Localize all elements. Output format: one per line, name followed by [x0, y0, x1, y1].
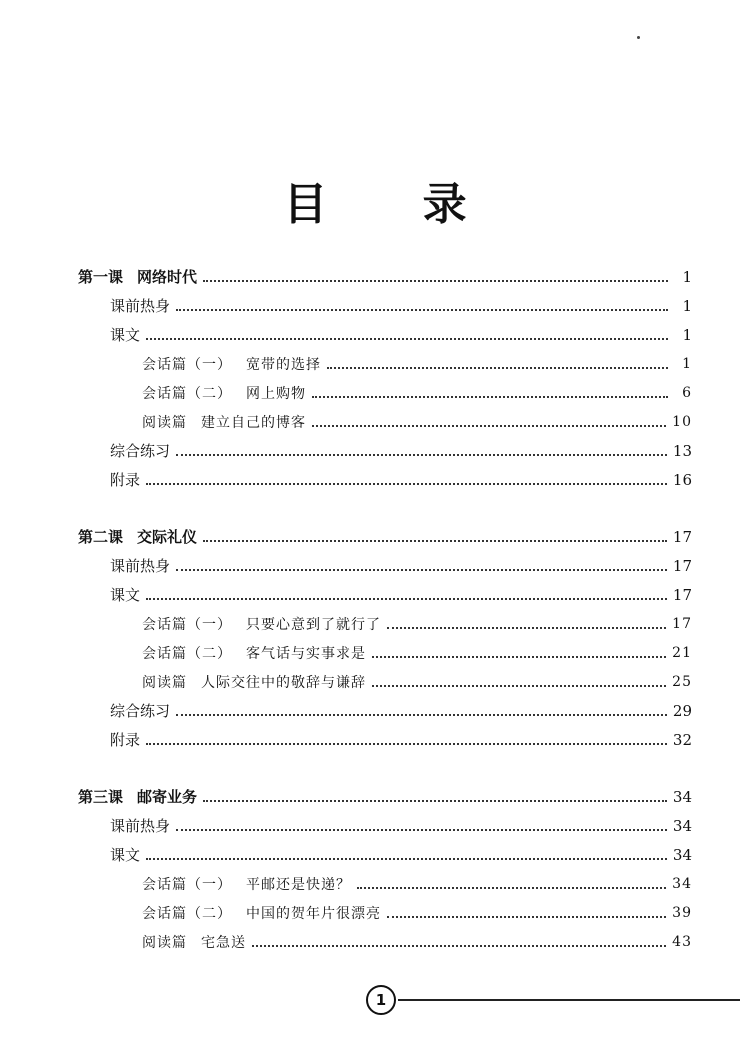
toc-entry-title: 平邮还是快递？ — [246, 876, 351, 893]
toc-entry[interactable] — [78, 840, 692, 869]
toc-entry-heading: 会话篇（二） — [142, 905, 232, 922]
dot-leader — [203, 800, 667, 802]
dot-leader — [327, 367, 668, 369]
dot-leader — [312, 396, 668, 398]
toc-page-number: 17 — [672, 527, 692, 546]
toc-entry-title: 宽带的选择 — [246, 356, 321, 373]
footer-rule — [398, 999, 740, 1001]
toc-entry-title: 网上购物 — [246, 385, 306, 402]
toc-entry-heading: 会话篇（一） — [142, 616, 232, 633]
toc-entry-heading: 课前热身 — [110, 557, 171, 575]
toc-page-number: 34 — [672, 845, 692, 864]
toc-entry-title: 建立自己的博客 — [201, 414, 306, 431]
toc-entry[interactable] — [78, 522, 692, 551]
toc-entry[interactable] — [78, 465, 692, 494]
dot-leader — [372, 685, 666, 687]
toc-entry[interactable] — [78, 696, 692, 725]
toc-entry-heading: 第二课 — [78, 528, 124, 546]
toc-entry-heading: 综合练习 — [110, 702, 171, 720]
toc-entry[interactable] — [78, 609, 692, 638]
dot-leader — [176, 569, 667, 571]
toc-page-number: 17 — [672, 615, 692, 632]
toc-entry[interactable] — [78, 407, 692, 436]
dot-leader — [176, 829, 667, 831]
toc-page-number: 1 — [682, 325, 692, 344]
toc-entry-title: 邮寄业务 — [137, 788, 198, 806]
dot-leader — [146, 743, 667, 745]
toc-page-number: 29 — [672, 701, 692, 720]
dot-leader — [203, 540, 667, 542]
toc-entry[interactable] — [78, 782, 692, 811]
toc-entry-title: 宅急送 — [201, 934, 246, 951]
dot-leader — [146, 598, 667, 600]
toc-entry-heading: 附录 — [110, 471, 141, 489]
toc-entry-title: 网络时代 — [137, 268, 198, 286]
toc-entry-heading: 综合练习 — [110, 442, 171, 460]
dot-leader — [357, 887, 666, 889]
page-footer — [366, 985, 740, 1015]
toc-page-number: 1 — [682, 267, 692, 286]
section-gap — [78, 754, 692, 782]
toc-page-number: 39 — [672, 904, 692, 921]
toc-entry-heading: 会话篇（一） — [142, 876, 232, 893]
toc-entry-heading: 第一课 — [78, 268, 124, 286]
toc-entry-heading: 课文 — [110, 846, 141, 864]
toc-entry-heading: 阅读篇 — [142, 674, 187, 691]
toc-entry-heading: 会话篇（一） — [142, 356, 232, 373]
toc-entry[interactable] — [78, 378, 692, 407]
toc-entry[interactable] — [78, 551, 692, 580]
dot-leader — [176, 309, 668, 311]
toc-entry-title: 只要心意到了就行了 — [246, 616, 381, 633]
toc-page-number: 34 — [672, 787, 692, 806]
toc-entry-heading: 第三课 — [78, 788, 124, 806]
toc-entry-title: 交际礼仪 — [137, 528, 198, 546]
toc-entry-title: 中国的贺年片很漂亮 — [246, 905, 381, 922]
scan-speck — [637, 36, 640, 39]
dot-leader — [176, 714, 667, 716]
toc-entry-heading: 课前热身 — [110, 817, 171, 835]
toc-entry-title: 客气话与实事求是 — [246, 645, 366, 662]
toc-page-number: 16 — [672, 470, 692, 489]
toc-entry-heading: 阅读篇 — [142, 934, 187, 951]
toc-page-number: 21 — [672, 644, 692, 661]
dot-leader — [387, 627, 666, 629]
toc-page-number: 43 — [672, 933, 692, 950]
toc-page-number: 25 — [672, 673, 692, 690]
toc-entry-heading: 课前热身 — [110, 297, 171, 315]
page-number-badge: 1 — [366, 985, 396, 1015]
toc-page-number: 6 — [682, 384, 692, 401]
page-title: 目 录 — [283, 179, 507, 230]
dot-leader — [146, 338, 668, 340]
toc-entry[interactable] — [78, 869, 692, 898]
dot-leader — [146, 483, 667, 485]
toc-entry[interactable] — [78, 638, 692, 667]
toc-page-number: 1 — [682, 296, 692, 315]
toc-entry[interactable] — [78, 349, 692, 378]
toc-entry[interactable] — [78, 436, 692, 465]
dot-leader — [312, 425, 666, 427]
toc-entry[interactable] — [78, 262, 692, 291]
toc-entry-heading: 会话篇（二） — [142, 385, 232, 402]
dot-leader — [387, 916, 666, 918]
toc-entry[interactable] — [78, 667, 692, 696]
toc-entry-title: 人际交往中的敬辞与谦辞 — [201, 674, 366, 691]
toc-entry-heading: 课文 — [110, 586, 141, 604]
dot-leader — [252, 945, 666, 947]
toc-page-number: 17 — [672, 585, 692, 604]
section-gap — [78, 494, 692, 522]
toc-entry[interactable] — [78, 291, 692, 320]
toc-page-number: 17 — [672, 556, 692, 575]
toc-entry-heading: 阅读篇 — [142, 414, 187, 431]
toc-page-number: 34 — [672, 875, 692, 892]
toc-entry[interactable] — [78, 320, 692, 349]
toc-entry-heading: 课文 — [110, 326, 141, 344]
dot-leader — [146, 858, 667, 860]
toc-page-number: 1 — [682, 355, 692, 372]
toc-entry[interactable] — [78, 811, 692, 840]
toc-entry-heading: 会话篇（二） — [142, 645, 232, 662]
toc-entry-heading: 附录 — [110, 731, 141, 749]
toc-page-number: 32 — [672, 730, 692, 749]
toc-page-number: 10 — [672, 413, 692, 430]
dot-leader — [176, 454, 667, 456]
toc-entry[interactable] — [78, 927, 692, 956]
toc-page-number: 34 — [672, 816, 692, 835]
dot-leader — [203, 280, 668, 282]
toc-entry[interactable] — [78, 725, 692, 754]
toc-page-number: 13 — [672, 441, 692, 460]
dot-leader — [372, 656, 666, 658]
toc-entry[interactable] — [78, 898, 692, 927]
toc-entry[interactable] — [78, 580, 692, 609]
table-of-contents — [78, 262, 692, 956]
